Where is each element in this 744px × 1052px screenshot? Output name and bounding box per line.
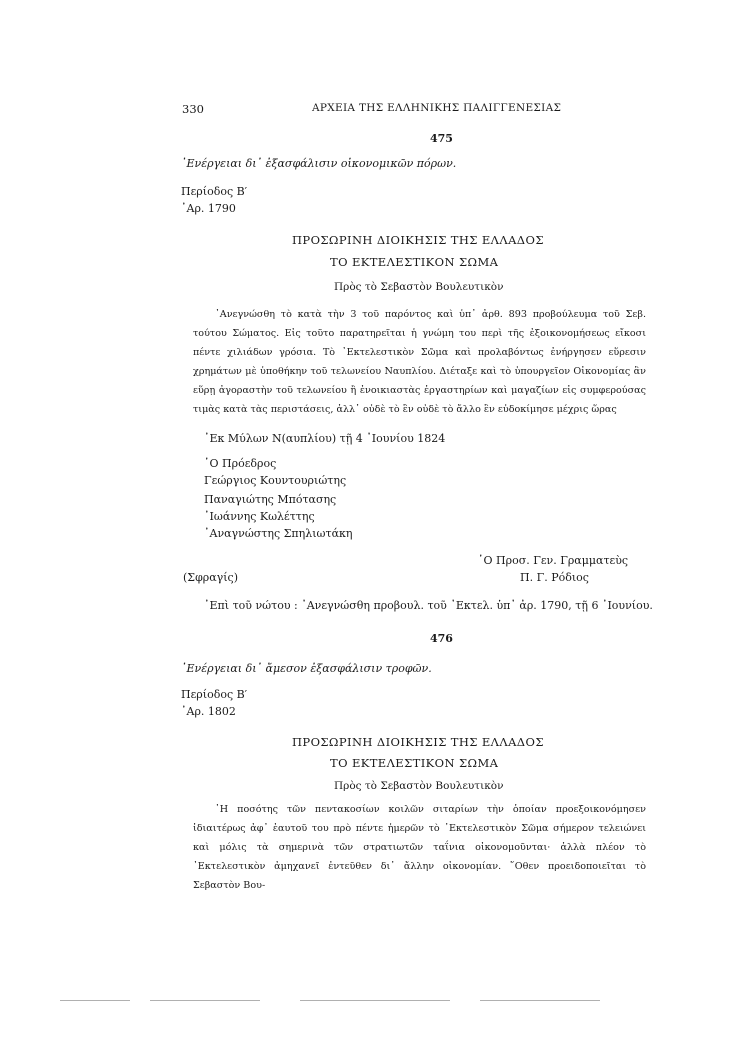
addressee: Πρὸς τὸ Σεβαστὸν Βουλευτικὸν bbox=[334, 281, 504, 293]
signatory: ᾿Αναγνώστης Σπηλιωτάκη bbox=[204, 527, 353, 540]
secretary-title: ῾Ο Προσ. Γεν. Γραμματεὺς bbox=[478, 554, 629, 567]
document-number: 476 bbox=[430, 632, 453, 645]
signatory: Παναγιώτης Μπότασης bbox=[204, 493, 337, 506]
document-subject: ᾿Ενέργειαι δι᾿ ἄμεσον ἐξασφάλισιν τροφῶν. bbox=[181, 662, 432, 675]
scan-artifact-line bbox=[480, 1000, 600, 1001]
signatory: ᾿Ιωάννης Κωλέττης bbox=[204, 510, 315, 523]
document-subject: ᾿Ενέργειαι δι᾿ ἐξασφάλισιν οἰκονομικῶν πόρων. bbox=[181, 157, 457, 170]
reference-number: ᾿Αρ. 1802 bbox=[181, 705, 236, 718]
running-header bbox=[0, 102, 744, 118]
page-number: 330 bbox=[182, 102, 204, 116]
period-label: Περίοδος Β′ bbox=[181, 688, 248, 701]
document-number: 475 bbox=[430, 132, 453, 145]
issuer-title: ΤΟ ΕΚΤΕΛΕΣΤΙΚΟΝ ΣΩΜΑ bbox=[330, 756, 499, 770]
place-date: ᾿Εκ Μύλων Ν(αυπλίου) τῇ 4 ᾿Ιουνίου 1824 bbox=[204, 432, 446, 445]
document-body: ῾Η ποσότης τῶν πεντακοσίων κοιλῶν σιταρίων τὴν ὁποίαν προεξοικονόμησεν ἰδιαιτέρως ἀφ᾿ ἑαυτοῦ του πρὸ πέντε ἡμερῶν τὸ ᾿Εκτελεστικὸν Σῶμα σήμερον τελειώνει καὶ μόλις τὰ σημερινὰ τῶν στρατιωτῶν ταΐνια οἰκονομοῦνται· ἀλλὰ πλέον τὸ ᾿Εκτελεστικὸν ἀμηχανεῖ ἐντεῦθεν δι᾿ ἄλλην οἰκονομίαν. ῞Οθεν προειδοποιεῖται τὸ Σεβαστὸν Βου- bbox=[193, 804, 646, 891]
seal-note: (Σφραγίς) bbox=[183, 571, 239, 584]
running-title: ΑΡΧΕΙΑ ΤΗΣ ΕΛΛΗΝΙΚΗΣ ΠΑΛΙΓΓΕΝΕΣΙΑΣ bbox=[312, 102, 562, 114]
scan-artifact-line bbox=[60, 1000, 130, 1001]
scan-artifact-line bbox=[300, 1000, 450, 1001]
reference-number: ᾿Αρ. 1790 bbox=[181, 202, 236, 215]
addressee: Πρὸς τὸ Σεβαστὸν Βουλευτικὸν bbox=[334, 780, 504, 792]
president-title: ῾Ο Πρόεδρος bbox=[204, 457, 277, 470]
authority-title: ΠΡΟΣΩΡΙΝΗ ΔΙΟΙΚΗΣΙΣ ΤΗΣ ΕΛΛΑΔΟΣ bbox=[292, 735, 544, 749]
verso-note: ᾿Επὶ τοῦ νώτου : ᾿Ανεγνώσθη προβουλ. τοῦ ᾿Εκτελ. ὑπ᾿ ἀρ. 1790, τῇ 6 ᾿Ιουνίου. bbox=[204, 599, 653, 612]
period-label: Περίοδος Β′ bbox=[181, 185, 248, 198]
authority-title: ΠΡΟΣΩΡΙΝΗ ΔΙΟΙΚΗΣΙΣ ΤΗΣ ΕΛΛΑΔΟΣ bbox=[292, 233, 544, 247]
document-body: ᾿Ανεγνώσθη τὸ κατὰ τὴν 3 τοῦ παρόντος καὶ ὑπ᾿ ἀρθ. 893 προβούλευμα τοῦ Σεβ. τούτου Σώματος. Εἰς τοῦτο παρατηρεῖται ἡ γνώμη του περὶ τῆς ἐξοικονομήσεως εἴκοσι πέντε χιλιάδων γρόσια. Τὸ ᾿Εκτελεστικὸν Σῶμα καὶ προλαβόντως ἐνήργησεν εὕρεσιν χρημάτων μὲ ὑποθήκην τοῦ τελωνείου Ναυπλίου. Διέταξε καὶ τὸ ὑπουργεῖον Οἰκονομίας ἂν εὕρῃ ἀγοραστὴν τοῦ τελωνείου ἢ ἐνοικιαστὰς ἐργαστηρίων καὶ μαγαζίων εἰς συμφερούσας τιμὰς κατὰ τὰς περιστάσεις, ἀλλ᾿ οὐδὲ τὸ ἓν οὐδὲ τὸ ἄλλο ἓν εὐδοκίμησε μέχρις ὥρας bbox=[193, 309, 646, 415]
secretary-name: Π. Γ. Ρόδιος bbox=[520, 571, 589, 584]
scan-artifact-line bbox=[150, 1000, 260, 1001]
signatory: Γεώργιος Κουντουριώτης bbox=[204, 474, 347, 487]
issuer-title: ΤΟ ΕΚΤΕΛΕΣΤΙΚΟΝ ΣΩΜΑ bbox=[330, 255, 499, 269]
